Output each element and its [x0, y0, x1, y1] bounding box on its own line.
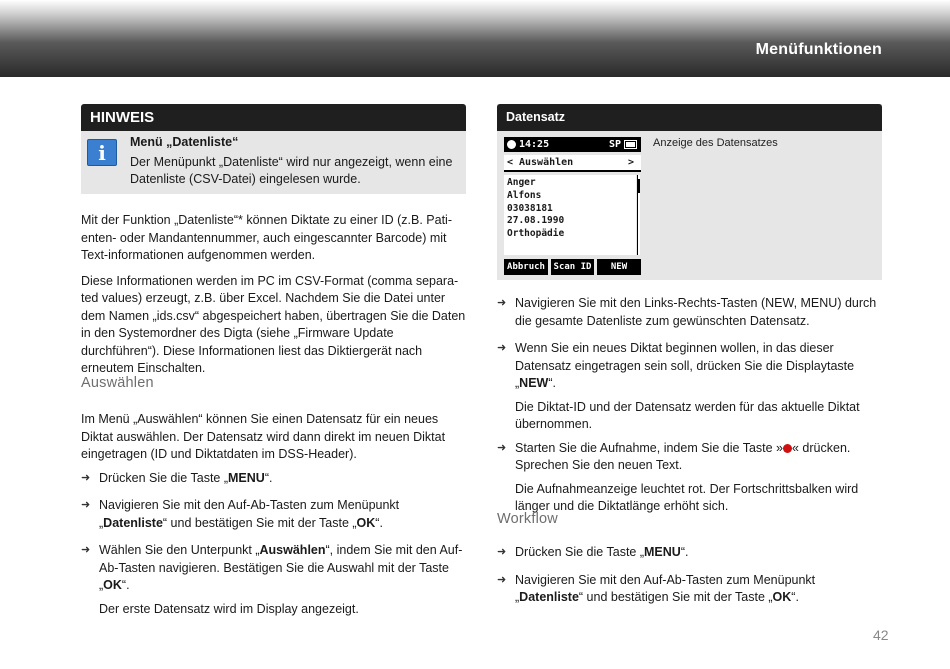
hinweis-label: HINWEIS	[81, 104, 466, 131]
display-menu-row	[504, 155, 641, 172]
hinweis-text-block	[130, 134, 460, 188]
arrow-icon: ➜	[81, 471, 91, 484]
list-item-note: Der erste Datensatz wird im Display angezeigt.	[99, 601, 359, 616]
info-icon: i	[87, 139, 117, 166]
arrow-icon: ➜	[497, 546, 507, 558]
section-title-auswaehlen: Auswählen	[81, 375, 154, 391]
display-line: Orthopädie	[507, 228, 565, 240]
hinweis-body	[81, 131, 466, 194]
display-line: 03038181	[507, 202, 553, 214]
display-scrollbar	[637, 175, 640, 255]
list-item: ➜ Drücken Sie die Taste „MENU“.	[81, 470, 469, 488]
arrow-icon: ➜	[81, 499, 91, 511]
workflow-section	[497, 544, 885, 607]
record-icon	[783, 444, 792, 453]
list-item: ➜ Drücken Sie die Taste „MENU“.	[497, 544, 885, 562]
list-item: ➜ Starten Sie die Aufnahme, indem Sie die Taste » « drücken. Sprechen Sie den neuen Text. Die Aufnahmeanzeige leuchtet rot. Der Fortschrittsbalken wird länger und die Diktatlänge erhöht sich.	[497, 440, 885, 516]
page-header	[0, 0, 950, 77]
datensatz-caption: Anzeige des Datensatzes	[653, 137, 778, 149]
list-item: ➜ Navigieren Sie mit den Auf-Ab-Tasten zum Menüpunkt „Datenliste“ und bestätigen Sie mit der Taste „OK“.	[81, 498, 400, 530]
hinweis-box	[81, 104, 466, 194]
datensatz-panel	[497, 104, 882, 280]
display-softkeys	[504, 259, 641, 275]
list-item: ➜ Wenn Sie ein neues Diktat beginnen wollen, in das dieser Datensatz eingetragen sein soll, drücken Sie die Displaytaste „NEW“. Die Diktat-ID und der Datensatz werden für das aktuelle Diktat übernommen.	[497, 340, 885, 434]
chevron-left-icon: <	[507, 157, 514, 168]
datensatz-label: Datensatz	[497, 104, 882, 131]
clock-icon	[507, 140, 516, 149]
display-time: 14:25	[519, 139, 550, 150]
softkey-abbruch[interactable]: Abbruch	[504, 259, 548, 275]
auswaehlen-paragraph: Im Menü „Auswählen“ können Sie einen Datensatz für ein neues Diktat auswählen. Der Datensatz wird dann direkt im neuen Diktat eingetragen (ID und Diktatdaten im DSS-Header).	[81, 412, 446, 461]
right-column	[497, 295, 885, 516]
device-display	[504, 137, 641, 277]
list-item: ➜ Wählen Sie den Unterpunkt „Auswählen“, indem Sie mit den Auf-Ab-Tasten navigieren. Bestätigen Sie die Auswahl mit der Taste „OK“. Der erste Datensatz wird im Display angezeigt.	[81, 542, 469, 618]
chevron-right-icon: >	[628, 157, 635, 168]
page-number: 42	[873, 627, 889, 643]
arrow-icon: ➜	[497, 573, 507, 586]
intro-paragraph: Mit der Funktion „Datenliste“* können Diktate zu einer ID (z.B. Pati-enten- oder Mandantennummer, auch eingescannter Barcode) mit Text-informationen aufgenommen werden.	[81, 213, 452, 262]
display-status: SP	[609, 139, 622, 150]
hinweis-text: Der Menüpunkt „Datenliste“ wird nur angezeigt, wenn eine Datenliste (CSV-Datei) eingelesen wurde.	[130, 155, 453, 186]
display-menu-label: Auswählen	[519, 157, 574, 168]
list-item: ➜ Navigieren Sie mit den Auf-Ab-Tasten zum Menüpunkt „Datenliste“ und bestätigen Sie mit der Taste „OK“.	[497, 572, 816, 604]
csv-paragraph: Diese Informationen werden im PC im CSV-Format (comma separa-ted values) erzeugt, z.B. über Excel. Nachdem Sie die Datei unter dem Namen „ids.csv“ abgespeichert haben, übertragen Sie die Daten in den Systemordner des Digta (siehe „Firmware Update durchführen“). Diese Informationen liest das Diktiergerät nach erneutem Einschalten.	[81, 273, 466, 375]
header-title: Menüfunktionen	[755, 41, 882, 58]
auswaehlen-section	[81, 411, 469, 618]
display-line: 27.08.1990	[507, 215, 565, 227]
arrow-icon: ➜	[497, 342, 507, 354]
display-status-bar	[504, 137, 641, 152]
softkey-scan-id[interactable]: Scan ID	[551, 259, 594, 275]
list-item-note: Die Diktat-ID und der Datensatz werden für das aktuelle Diktat übernommen.	[515, 399, 860, 431]
section-title-workflow: Workflow	[497, 511, 558, 527]
display-line: Anger	[507, 177, 536, 188]
arrow-icon: ➜	[497, 297, 507, 309]
left-column	[81, 212, 469, 386]
display-line: Alfons	[507, 189, 542, 201]
softkey-new[interactable]: NEW	[597, 259, 641, 275]
arrow-icon: ➜	[497, 441, 507, 454]
battery-icon	[624, 140, 637, 149]
arrow-icon: ➜	[81, 544, 91, 556]
display-record	[504, 175, 636, 255]
hinweis-title: Menü „Datenliste“	[130, 135, 239, 149]
list-item: ➜ Navigieren Sie mit den Links-Rechts-Tasten (NEW, MENU) durch die gesamte Datenliste zum gewünschten Datensatz.	[497, 296, 877, 328]
list-item-note: Die Aufnahmeanzeige leuchtet rot. Der Fortschrittsbalken wird länger und die Diktatlänge erhöht sich.	[515, 481, 859, 513]
